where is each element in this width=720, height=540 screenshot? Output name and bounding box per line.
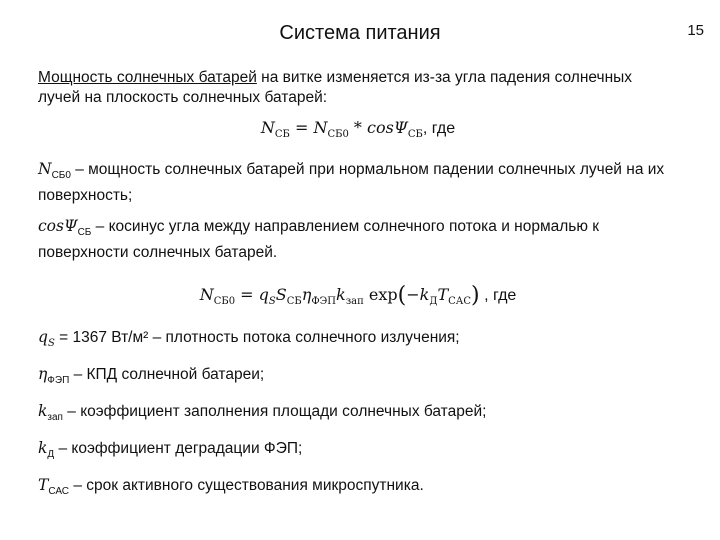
formula2-lhs-sub: СБ0	[213, 296, 236, 308]
definition-n0	[38, 159, 678, 206]
formula2-t-sub: САС	[448, 296, 472, 308]
formula2-eta-sub: ФЭП	[311, 296, 336, 308]
definition-qs-text: = 1367 Вт/м² – плотность потока солнечного излучения;	[54, 328, 460, 346]
definition-eta-text: – КПД солнечной батареи;	[69, 365, 265, 383]
formula2-exp: exp	[363, 285, 398, 305]
formula-power-cos: cos	[367, 118, 394, 137]
definition-kd-sub: Д	[47, 448, 55, 460]
formula-power-psi: Ψ	[393, 118, 408, 137]
definition-tsas-var: T	[38, 475, 49, 494]
definition-cos-psi: Ψ	[63, 217, 78, 236]
definition-tsas-text: – срок активного существования микроспутника.	[69, 476, 424, 494]
intro-term: Мощность солнечных батарей	[38, 69, 257, 86]
definition-cos-sub: СБ	[77, 227, 92, 239]
formula-power	[38, 118, 678, 145]
formula2-k: k	[336, 285, 346, 305]
formula-power-eq: =	[289, 118, 314, 137]
definition-kzap	[38, 401, 678, 428]
formula2-eq: =	[235, 285, 259, 305]
definition-kzap-text: – коэффициент заполнения площади солнечных батарей;	[62, 402, 487, 420]
slide-title: Система питания	[279, 22, 441, 44]
formula-power-n0-sub: СБ0	[327, 129, 349, 141]
formula2-rpar: )	[471, 283, 480, 309]
page-number: 15	[687, 22, 704, 39]
definition-n0-sub: СБ0	[51, 170, 71, 182]
definition-eta-sub: ФЭП	[47, 374, 70, 386]
formula2-minus: −	[406, 285, 420, 305]
formula2-s-sub: СБ	[286, 296, 302, 308]
formula-power-lhs: N	[260, 118, 275, 137]
definition-eta	[38, 364, 678, 391]
formula-power-op: *	[348, 118, 368, 137]
formula-power-n0	[38, 285, 678, 312]
definition-cos	[38, 216, 678, 263]
definition-kd	[38, 438, 678, 465]
definition-kzap-sub: зап	[47, 411, 63, 423]
definition-n0-text: – мощность солнечных батарей при нормальном падении солнечных лучей на их поверхность;	[38, 161, 665, 205]
formula2-kd: k	[419, 285, 430, 305]
formula2-q-sub: S	[268, 296, 276, 308]
formula2-tail: , где	[479, 287, 517, 305]
definition-kd-var: k	[38, 438, 48, 457]
slide-content	[38, 68, 678, 512]
formula-power-n0: N	[313, 118, 328, 137]
formula2-s: S	[275, 285, 287, 305]
definition-eta-var: η	[38, 364, 48, 383]
formula2-q: q	[258, 285, 269, 305]
formula2-kd-sub: Д	[429, 296, 438, 308]
definition-kzap-var: k	[38, 401, 48, 420]
intro-paragraph	[38, 68, 678, 108]
definition-qs-var: q	[38, 327, 48, 346]
definition-tsas	[38, 475, 678, 502]
definition-n0-var: N	[38, 160, 52, 179]
formula2-lpar: (	[397, 283, 407, 309]
formula-power-lhs-sub: СБ	[274, 129, 290, 141]
definition-qs-sub: S	[47, 337, 55, 349]
formula2-lhs: N	[199, 285, 214, 305]
definition-tsas-sub: САС	[48, 486, 70, 498]
formula2-k-sub: зап	[345, 296, 364, 308]
formula2-eta: η	[301, 285, 312, 305]
formula-power-psi-sub: СБ	[407, 129, 423, 141]
definition-qs	[38, 327, 678, 354]
intro-text: на витке изменяется из-за угла падения солнечных лучей на плоскость солнечных батарей:	[38, 69, 633, 106]
definition-kd-text: – коэффициент деградации ФЭП;	[54, 439, 303, 457]
definition-cos-text: – косинус угла между направлением солнечного потока и нормалью к поверхности солнечных батарей.	[38, 218, 600, 262]
formula2-t: T	[437, 285, 449, 305]
definition-cos-var: cos	[38, 217, 64, 236]
formula-power-tail: , где	[422, 120, 456, 137]
